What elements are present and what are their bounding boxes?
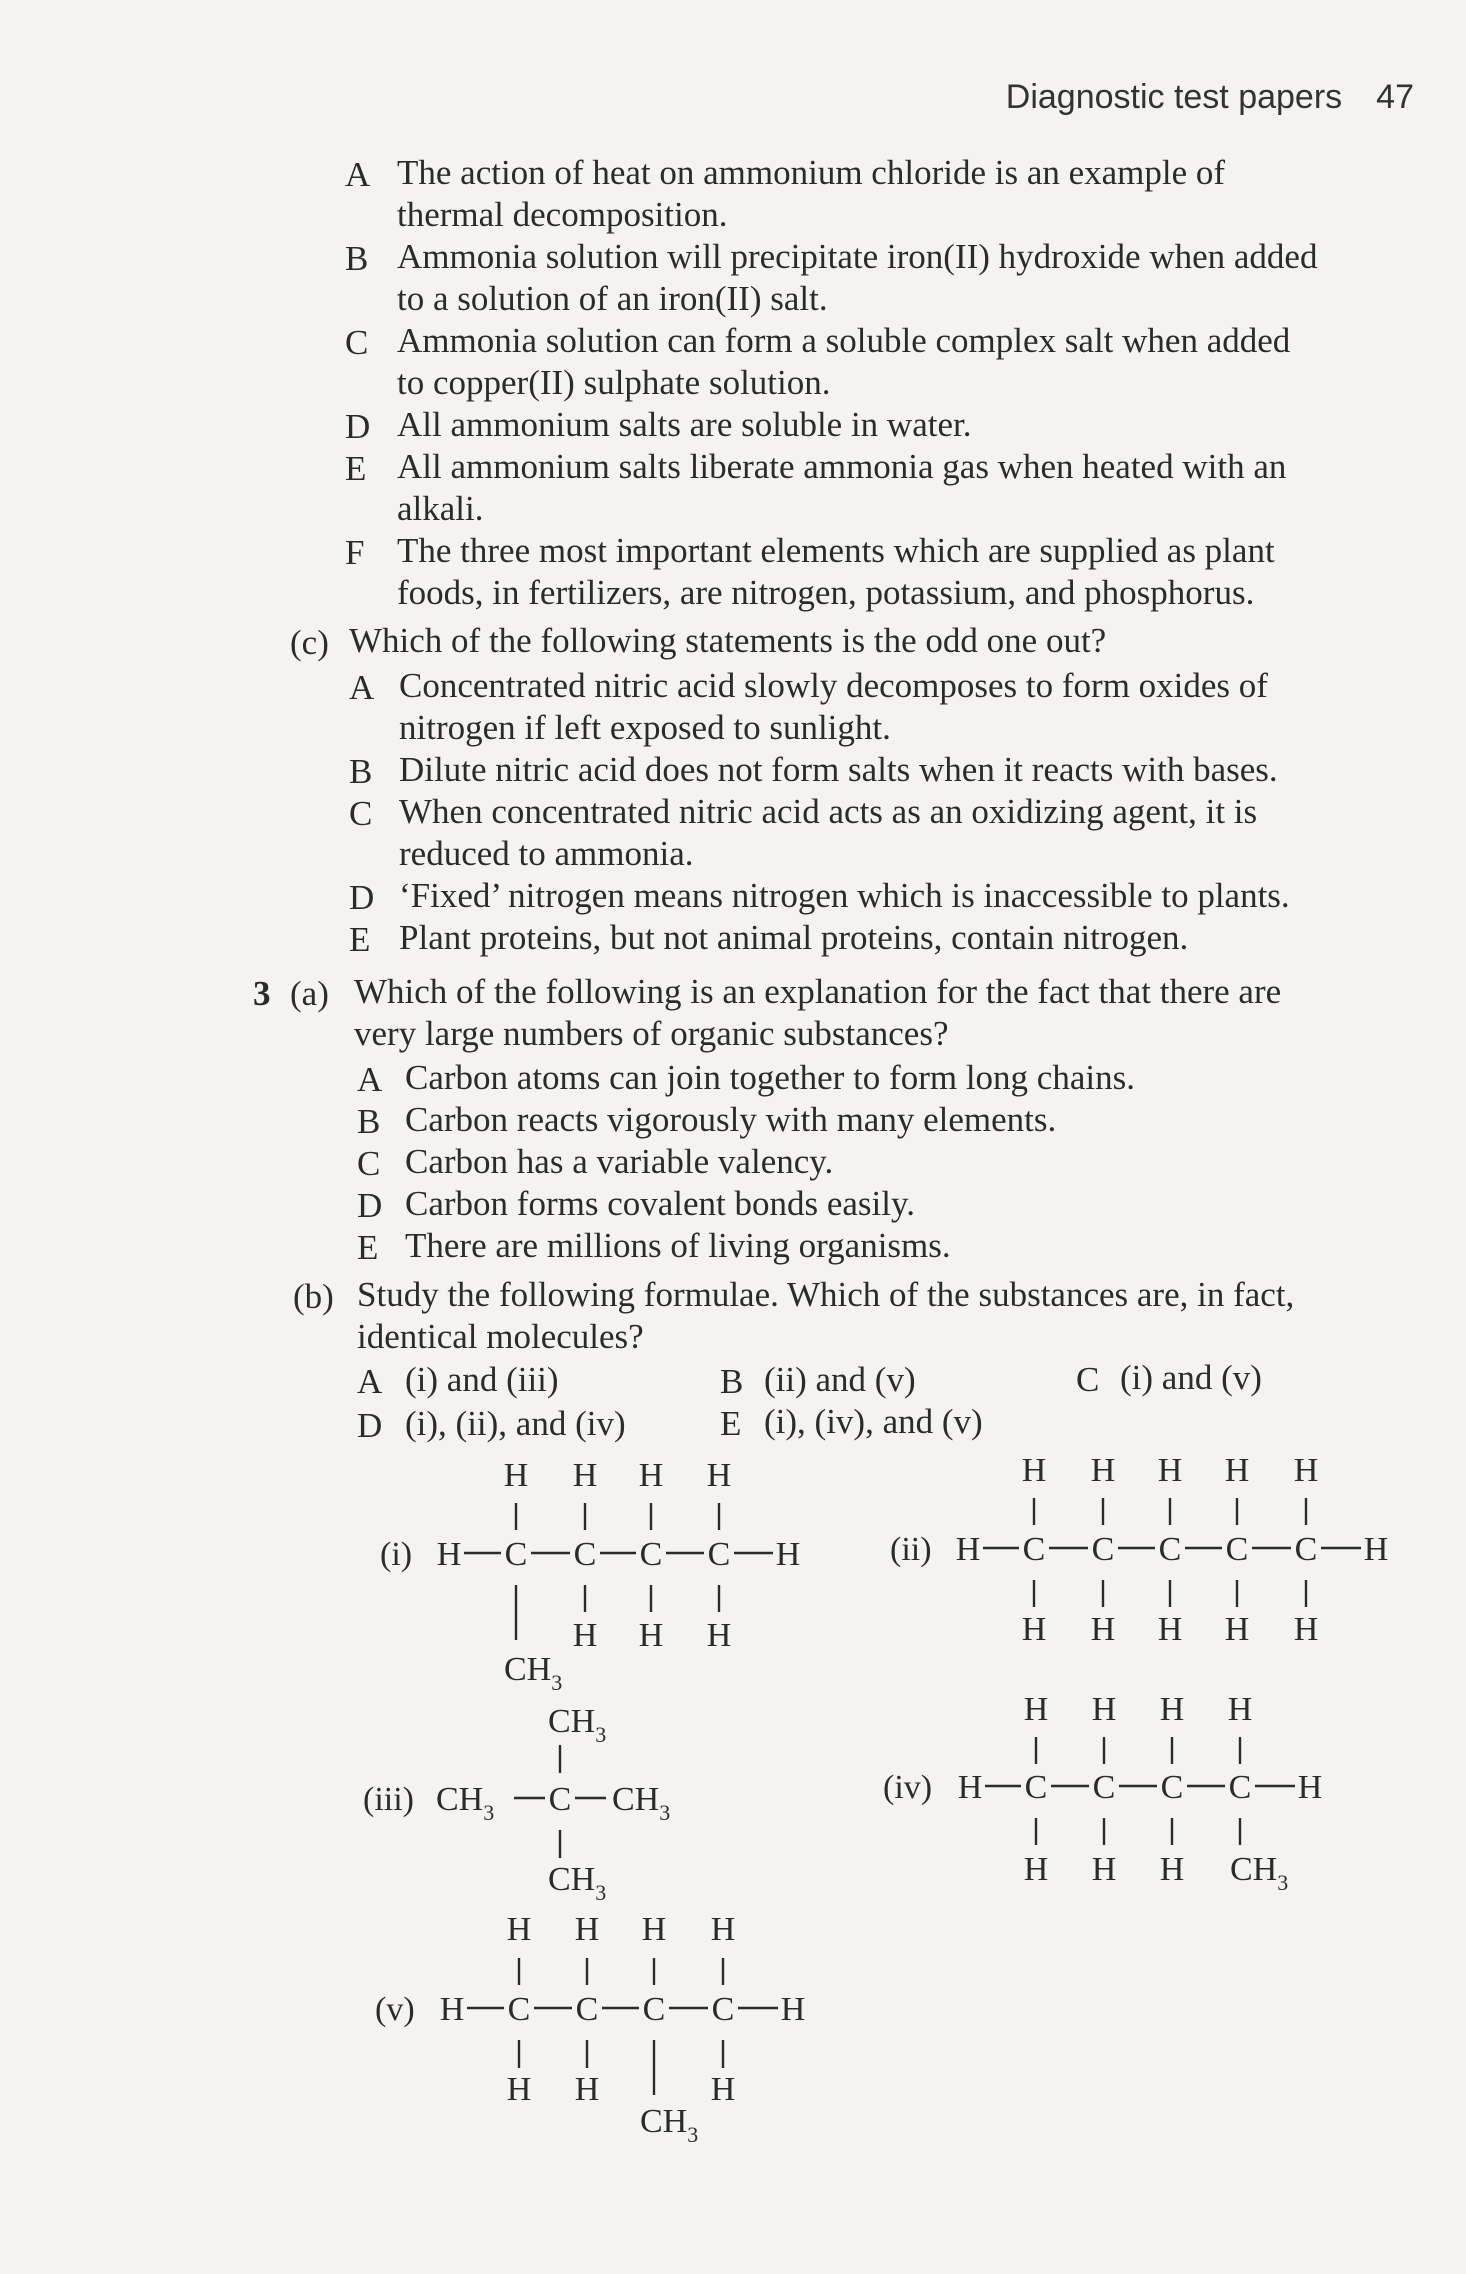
option-line: to a solution of an iron(II) salt. (397, 279, 828, 318)
hydrogen-atom: H (574, 2071, 600, 2108)
option-text: (i) and (iii) (405, 1360, 559, 1399)
question-part-label: (c) (290, 623, 329, 662)
option-letter: D (349, 878, 375, 917)
hydrogen-atom: H (1021, 1611, 1047, 1648)
carbon-atom: C (707, 1536, 731, 1573)
option-line: to copper(II) sulphate solution. (397, 363, 831, 402)
methyl-group: $CH_3$ (436, 1781, 495, 1825)
question-stem: Study the following formulae. Which of the substances are, in fact, (357, 1275, 1295, 1314)
carbon-atom: C (1158, 1531, 1182, 1568)
hydrogen-atom: H (1090, 1452, 1116, 1489)
option-line: reduced to ammonia. (399, 834, 694, 873)
option-letter: A (345, 155, 371, 194)
molecule-label: (i) (380, 1536, 413, 1573)
option-line: Ammonia solution will precipitate iron(II) hydroxide when added (397, 237, 1318, 276)
hydrogen-atom: H (1227, 1691, 1253, 1728)
carbon-atom: C (548, 1781, 572, 1818)
carbon-atom: C (642, 1991, 666, 2028)
hydrogen-atom: H (780, 1991, 806, 2028)
question-stem: identical molecules? (357, 1317, 644, 1356)
carbon-atom: C (504, 1536, 528, 1573)
methyl-group: $CH_3$ (548, 1861, 607, 1905)
carbon-atom: C (1160, 1769, 1184, 1806)
hydrogen-atom: H (1157, 1452, 1183, 1489)
hydrogen-atom: H (710, 2071, 736, 2108)
hydrogen-atom: H (641, 1911, 667, 1948)
option-text: (i), (iv), and (v) (764, 1402, 983, 1441)
page-number: 47 (1376, 78, 1414, 116)
option-letter: C (1076, 1360, 1100, 1399)
hydrogen-atom: H (957, 1769, 983, 1806)
methyl-group: $CH_3$ (640, 2103, 699, 2147)
hydrogen-atom: H (1159, 1691, 1185, 1728)
option-line: ‘Fixed’ nitrogen means nitrogen which is inaccessible to plants. (399, 876, 1290, 915)
hydrogen-atom: H (436, 1536, 462, 1573)
methyl-group: $CH_3$ (504, 1651, 563, 1695)
methyl-group: $CH_3$ (1230, 1851, 1289, 1895)
methyl-group: $CH_3$ (612, 1781, 671, 1825)
hydrogen-atom: H (439, 1991, 465, 2028)
hydrogen-atom: H (574, 1911, 600, 1948)
option-line: All ammonium salts are soluble in water. (397, 405, 972, 444)
option-line: When concentrated nitric acid acts as an oxidizing agent, it is (399, 792, 1258, 831)
option-text: There are millions of living organisms. (405, 1226, 951, 1265)
hydrogen-atom: H (1091, 1851, 1117, 1888)
option-line: The action of heat on ammonium chloride is an example of (397, 153, 1226, 192)
hydrogen-atom: H (955, 1531, 981, 1568)
question-stem: Which of the following statements is the odd one out? (349, 621, 1107, 660)
question-part-label: (b) (293, 1277, 334, 1316)
option-line: Concentrated nitric acid slowly decomposes to form oxides of (399, 666, 1268, 705)
hydrogen-atom: H (1297, 1769, 1323, 1806)
option-letter: D (357, 1406, 383, 1445)
methyl-group: $CH_3$ (548, 1703, 607, 1747)
option-letter: A (357, 1060, 383, 1099)
carbon-atom: C (1024, 1769, 1048, 1806)
option-letter: E (720, 1404, 742, 1443)
option-letter: E (345, 449, 367, 488)
option-text: Carbon has a variable valency. (405, 1142, 834, 1181)
option-letter: D (357, 1186, 383, 1225)
option-letter: E (349, 920, 371, 959)
hydrogen-atom: H (1021, 1452, 1047, 1489)
option-line: Dilute nitric acid does not form salts when it reacts with bases. (399, 750, 1278, 789)
carbon-atom: C (507, 1991, 531, 2028)
carbon-atom: C (1228, 1769, 1252, 1806)
hydrogen-atom: H (706, 1457, 732, 1494)
section-title: Diagnostic test papers (1005, 78, 1343, 116)
carbon-atom: C (575, 1991, 599, 2028)
option-text: Carbon atoms can join together to form long chains. (405, 1058, 1135, 1097)
option-text: (ii) and (v) (764, 1360, 916, 1399)
hydrogen-atom: H (1157, 1611, 1183, 1648)
question-stem: very large numbers of organic substances? (354, 1014, 949, 1053)
option-line: Plant proteins, but not animal proteins, contain nitrogen. (399, 918, 1189, 957)
molecule-label: (v) (375, 1991, 415, 2028)
carbon-atom: C (1022, 1531, 1046, 1568)
hydrogen-atom: H (503, 1457, 529, 1494)
molecule-label: (iv) (883, 1769, 933, 1806)
option-letter: B (349, 752, 373, 791)
option-text: Carbon forms covalent bonds easily. (405, 1184, 915, 1223)
option-letter: E (357, 1228, 379, 1267)
hydrogen-atom: H (1091, 1691, 1117, 1728)
hydrogen-atom: H (1159, 1851, 1185, 1888)
carbon-atom: C (1225, 1531, 1249, 1568)
option-letter: A (357, 1362, 383, 1401)
molecule-label: (ii) (890, 1531, 932, 1568)
option-letter: B (720, 1362, 744, 1401)
hydrogen-atom: H (638, 1617, 664, 1654)
hydrogen-atom: H (1023, 1851, 1049, 1888)
option-text: Carbon reacts vigorously with many elements. (405, 1100, 1057, 1139)
hydrogen-atom: H (775, 1536, 801, 1573)
hydrogen-atom: H (1023, 1691, 1049, 1728)
option-line: The three most important elements which are supplied as plant (397, 531, 1275, 570)
option-letter: B (357, 1102, 381, 1141)
option-text: (i) and (v) (1120, 1358, 1262, 1397)
hydrogen-atom: H (572, 1457, 598, 1494)
option-text: (i), (ii), and (iv) (405, 1404, 626, 1443)
hydrogen-atom: H (638, 1457, 664, 1494)
hydrogen-atom: H (1224, 1611, 1250, 1648)
carbon-atom: C (1091, 1531, 1115, 1568)
carbon-atom: C (573, 1536, 597, 1573)
carbon-atom: C (711, 1991, 735, 2028)
option-letter: C (357, 1144, 381, 1183)
question-number: 3 (253, 974, 271, 1013)
hydrogen-atom: H (572, 1617, 598, 1654)
hydrogen-atom: H (506, 2071, 532, 2108)
option-line: alkali. (397, 489, 484, 528)
hydrogen-atom: H (1293, 1611, 1319, 1648)
option-line: nitrogen if left exposed to sunlight. (399, 708, 891, 747)
option-letter: D (345, 407, 371, 446)
hydrogen-atom: H (706, 1617, 732, 1654)
hydrogen-atom: H (1363, 1531, 1389, 1568)
option-letter: C (345, 323, 369, 362)
carbon-atom: C (639, 1536, 663, 1573)
carbon-atom: C (1294, 1531, 1318, 1568)
carbon-atom: C (1092, 1769, 1116, 1806)
question-part-label: (a) (290, 974, 329, 1013)
hydrogen-atom: H (1090, 1611, 1116, 1648)
molecule-label: (iii) (363, 1781, 414, 1818)
hydrogen-atom: H (1293, 1452, 1319, 1489)
hydrogen-atom: H (506, 1911, 532, 1948)
option-line: Ammonia solution can form a soluble complex salt when added (397, 321, 1291, 360)
option-letter: F (345, 533, 365, 572)
hydrogen-atom: H (1224, 1452, 1250, 1489)
option-letter: B (345, 239, 369, 278)
option-letter: A (349, 668, 375, 707)
option-line: thermal decomposition. (397, 195, 728, 234)
question-stem: Which of the following is an explanation for the fact that there are (354, 972, 1282, 1011)
hydrogen-atom: H (710, 1911, 736, 1948)
option-line: All ammonium salts liberate ammonia gas when heated with an (397, 447, 1287, 486)
option-letter: C (349, 794, 373, 833)
option-line: foods, in fertilizers, are nitrogen, potassium, and phosphorus. (397, 573, 1255, 612)
